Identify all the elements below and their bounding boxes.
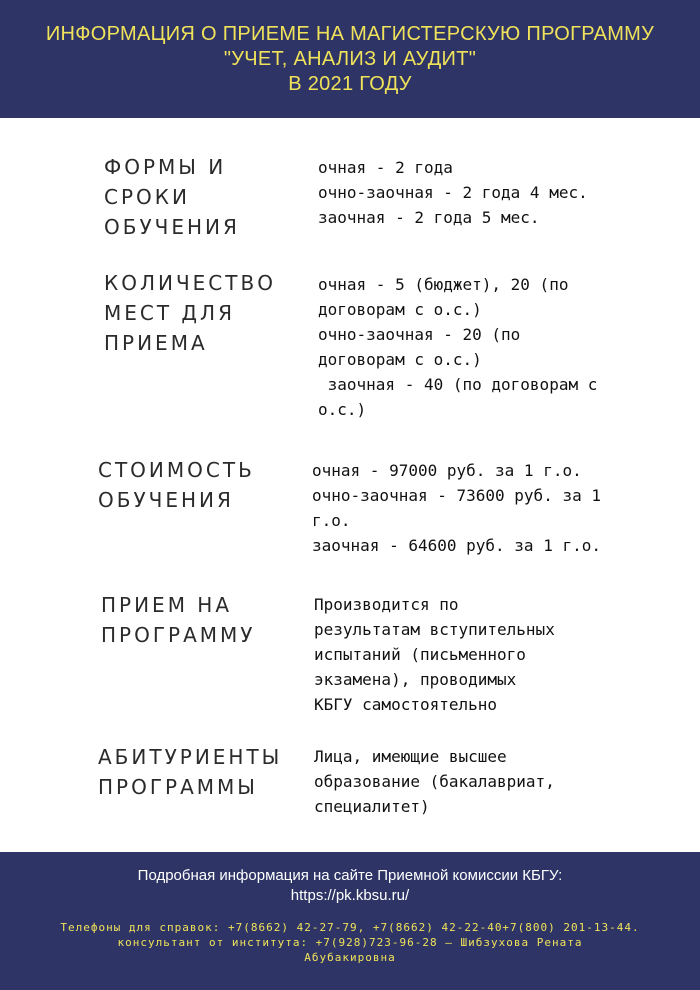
header-title-line-1: ИНФОРМАЦИЯ О ПРИЕМЕ НА МАГИСТЕРСКУЮ ПРОГРАММУ	[45, 23, 655, 45]
footer-website-link[interactable]: https://pk.kbsu.ru/	[290, 887, 410, 904]
header-title-line-2: "УЧЕТ, АНАЛИЗ И АУДИТ"	[223, 48, 477, 70]
admission-value: Производится по результатам вступительных испытаний (письменного экзамена), проводимых КБГУ самостоятельно	[314, 595, 555, 714]
footer-banner	[0, 852, 700, 990]
forms-value: очная - 2 года очно-заочная - 2 года 4 мес. заочная - 2 года 5 мес.	[318, 158, 588, 227]
header-banner	[0, 0, 700, 118]
forms-label: ФОРМЫ И СРОКИ ОБУЧЕНИЯ	[104, 155, 240, 239]
footer-phones: Телефоны для справок: +7(8662) 42-27-79, +7(8662) 42-22-40+7(800) 201-13-44.	[60, 921, 640, 934]
footer-contacts	[20, 920, 680, 965]
footer-info	[0, 866, 700, 906]
places-label: КОЛИЧЕСТВО МЕСТ ДЛЯ ПРИЕМА	[104, 271, 276, 355]
footer-info-line-1: Подробная информация на сайте Приемной комиссии КБГУ:	[137, 867, 563, 884]
cost-value: очная - 97000 руб. за 1 г.о. очно-заочная - 73600 руб. за 1 г.о. заочная - 64600 руб. за 1 г.о.	[312, 461, 601, 555]
admission-label: ПРИЕМ НА ПРОГРАММУ	[101, 593, 256, 647]
places-value: очная - 5 (бюджет), 20 (по договорам с о.с.) очно-заочная - 20 (по договорам с о.с.) заочная - 40 (по договорам с о.с.)	[318, 275, 598, 419]
applicants-label: АБИТУРИЕНТЫ ПРОГРАММЫ	[98, 745, 283, 799]
header-title-line-3: В 2021 ГОДУ	[288, 73, 412, 95]
applicants-value: Лица, имеющие высшее образование (бакалавриат, специалитет)	[314, 747, 555, 816]
cost-label: СТОИМОСТЬ ОБУЧЕНИЯ	[98, 458, 255, 512]
footer-consultant: консультант от института: +7(928)723-96-28 – Шибзухова Рената	[117, 936, 583, 949]
footer-consultant-name: Абубакировна	[304, 951, 396, 964]
